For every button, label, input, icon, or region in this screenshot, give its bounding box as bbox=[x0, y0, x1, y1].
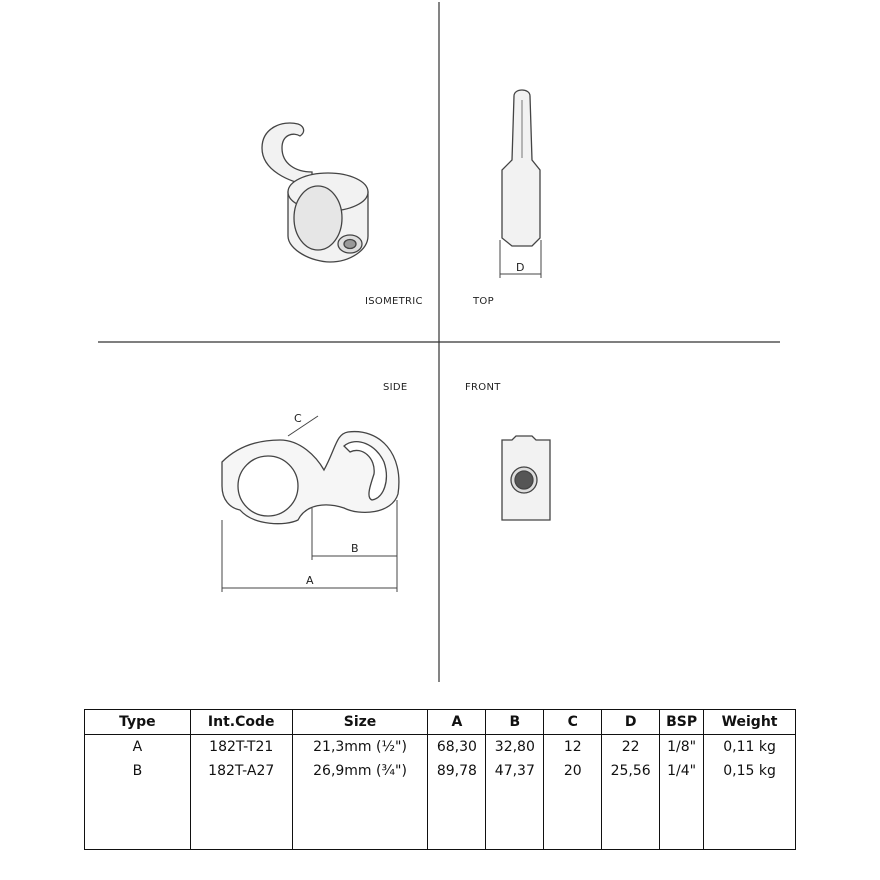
front-label: FRONT bbox=[465, 382, 501, 393]
table-header-row bbox=[85, 710, 796, 735]
dim-d-label: D bbox=[516, 261, 525, 274]
cell-d: 22 bbox=[602, 735, 660, 760]
header-a: A bbox=[428, 710, 486, 735]
table-row bbox=[85, 735, 796, 760]
dim-c-label: C bbox=[294, 412, 302, 425]
cell-d: 25,56 bbox=[602, 759, 660, 783]
cell-b: 32,80 bbox=[486, 735, 544, 760]
cell-a: 89,78 bbox=[428, 759, 486, 783]
header-d: D bbox=[602, 710, 660, 735]
cell-weight: 0,11 kg bbox=[704, 735, 796, 760]
cell-size: 21,3mm (½") bbox=[292, 735, 428, 760]
side-drawing bbox=[222, 416, 399, 592]
cell-int-code: 182T-A27 bbox=[190, 759, 292, 783]
cell-c: 12 bbox=[544, 735, 602, 760]
header-int-code: Int.Code bbox=[190, 710, 292, 735]
top-drawing bbox=[500, 90, 541, 278]
cell-type: B bbox=[85, 759, 191, 783]
cell-size: 26,9mm (¾") bbox=[292, 759, 428, 783]
isometric-label: ISOMETRIC bbox=[365, 296, 423, 307]
cell-weight: 0,15 kg bbox=[704, 759, 796, 783]
dim-a-label: A bbox=[306, 574, 314, 587]
cell-type: A bbox=[85, 735, 191, 760]
cell-c: 20 bbox=[544, 759, 602, 783]
cell-bsp: 1/4" bbox=[660, 759, 704, 783]
cell-b: 47,37 bbox=[486, 759, 544, 783]
side-label: SIDE bbox=[383, 382, 408, 393]
header-weight: Weight bbox=[704, 710, 796, 735]
header-type: Type bbox=[85, 710, 191, 735]
dim-b-label: B bbox=[351, 542, 359, 555]
cell-int-code: 182T-T21 bbox=[190, 735, 292, 760]
spec-table bbox=[84, 709, 796, 850]
header-size: Size bbox=[292, 710, 428, 735]
cell-bsp: 1/8" bbox=[660, 735, 704, 760]
table-empty-row bbox=[85, 783, 796, 850]
table-row bbox=[85, 759, 796, 783]
header-c: C bbox=[544, 710, 602, 735]
header-bsp: BSP bbox=[660, 710, 704, 735]
isometric-drawing bbox=[262, 123, 368, 262]
top-label: TOP bbox=[473, 296, 494, 307]
header-b: B bbox=[486, 710, 544, 735]
front-drawing bbox=[502, 436, 550, 520]
cell-a: 68,30 bbox=[428, 735, 486, 760]
